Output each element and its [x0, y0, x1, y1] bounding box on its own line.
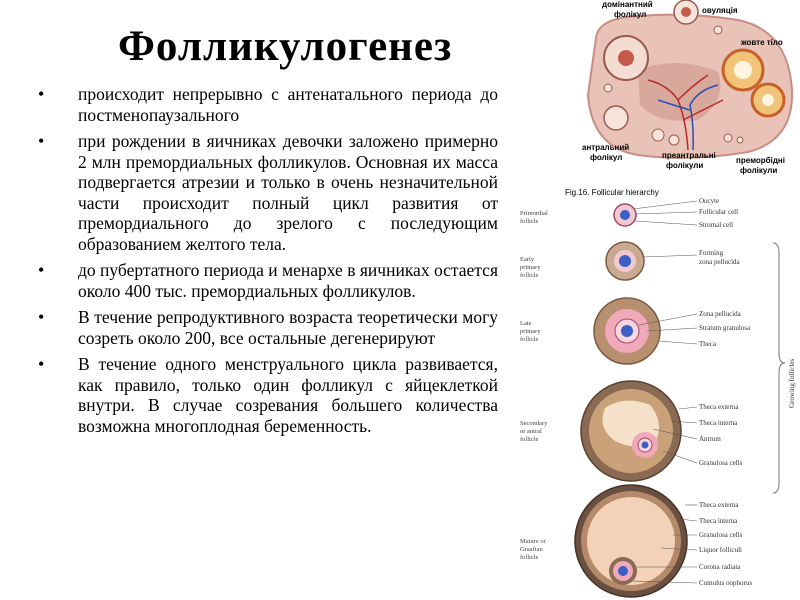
bullet-item: • происходит непрерывно с антенатального периода до постменопаузального [38, 84, 498, 125]
callout-antrum: Antrum [699, 435, 721, 443]
stage-secondary: Secondary [520, 420, 548, 427]
preantral-follicle [669, 135, 679, 145]
slide-title: Фолликулогенез [118, 23, 453, 70]
callout-forming-zp: Forming [699, 249, 724, 257]
callout-stromal-cell: Stromal cell [699, 221, 734, 229]
svg-text:zona pellucida: zona pellucida [699, 258, 740, 266]
primordial-follicle [604, 84, 612, 92]
ovary-illustration [578, 0, 800, 182]
bullet-list [38, 84, 498, 442]
primordial-follicle [724, 134, 732, 142]
svg-text:follicle: follicle [520, 336, 539, 343]
svg-text:Granulosa cells: Granulosa cells [699, 531, 743, 539]
antral-follicle [604, 106, 628, 130]
svg-text:Theca interna: Theca interna [699, 517, 738, 525]
stage-early-primary: Early [520, 256, 535, 263]
svg-text:Graafian: Graafian [520, 546, 543, 553]
callout-granulosa-cells: Granulosa cells [699, 459, 743, 467]
label-primordial: преморбідні [736, 156, 785, 165]
label-dominant: домінантний [602, 0, 653, 9]
callout-cumulus-oophorus: Cumulus oophorus [699, 579, 753, 587]
label-yellow-body: жовте тіло [741, 38, 783, 47]
bullet-item: • В течение репродуктивного возраста теоретически могу созреть около 200, все остальные дегенерируют [38, 307, 498, 348]
callout-stratum-granulosa: Stratum granulosa [699, 324, 751, 332]
stage-late-primary: Late [520, 320, 532, 327]
bullet-item: • В течение одного менструального цикла развивается, как правило, только один фолликул с яйцеклеткой внутри. В случае созревания большего количества возможна многоплодная беременность. [38, 354, 498, 436]
growing-follicles-brace [773, 243, 785, 493]
stage-mature: Mature or [520, 538, 546, 545]
svg-text:or antral: or antral [520, 428, 542, 435]
label-preantral-2: фолікули [666, 161, 704, 170]
svg-text:follicle: follicle [520, 436, 539, 443]
svg-text:follicle: follicle [520, 554, 539, 561]
label-antral: антральний [582, 143, 630, 152]
label-ovulation: овуляція [702, 6, 738, 15]
callout-theca: Theca [699, 340, 717, 348]
callout-oocyte: Oocyte [699, 197, 720, 205]
callout-liquor-folliculi: Liquor folliculi [699, 546, 742, 554]
preantral-follicle [652, 129, 664, 141]
primordial-follicle [737, 137, 743, 143]
svg-text:primary: primary [520, 264, 541, 271]
callout-theca-interna: Theca interna [699, 419, 738, 427]
figure-title: Fig.16. Follicular hierarchy [565, 188, 659, 197]
svg-text:follicle: follicle [520, 272, 539, 279]
svg-text:Theca externa: Theca externa [699, 501, 739, 509]
label-preantral: преантральні [662, 151, 716, 160]
bullet-item: • при рождении в яичниках девочки заложено примерно 2 млн премордиальных фолликулов. Основная их масса подвергается атрезии и только в очень незначительной части происходит полный цикл развития от премордиального до зрелого с последующим образованием желтого тела. [38, 131, 498, 254]
bullet-item: • до пубертатного периода и менархе в яичниках остается около 400 тыс. премордиальных фолликулов. [38, 260, 498, 301]
callout-follicular-cell: Follicular cell [699, 208, 739, 216]
svg-text:primary: primary [520, 328, 541, 335]
callout-theca-externa: Theca externa [699, 403, 739, 411]
label-dominant-2: фолікул [614, 10, 647, 19]
follicular-hierarchy-figure [515, 183, 800, 600]
stage-primordial: Primordial [520, 210, 548, 217]
callout-zona-pellucida: Zona pellucida [699, 310, 741, 318]
growing-follicles-label: Growing follicles [788, 358, 796, 408]
label-primordial-2: фолікули [740, 166, 778, 175]
svg-text:follicle: follicle [520, 218, 539, 225]
primordial-follicle [714, 26, 722, 34]
callout-corona-radiata: Corona radiata [699, 563, 741, 571]
label-antral-2: фолікул [590, 153, 623, 162]
